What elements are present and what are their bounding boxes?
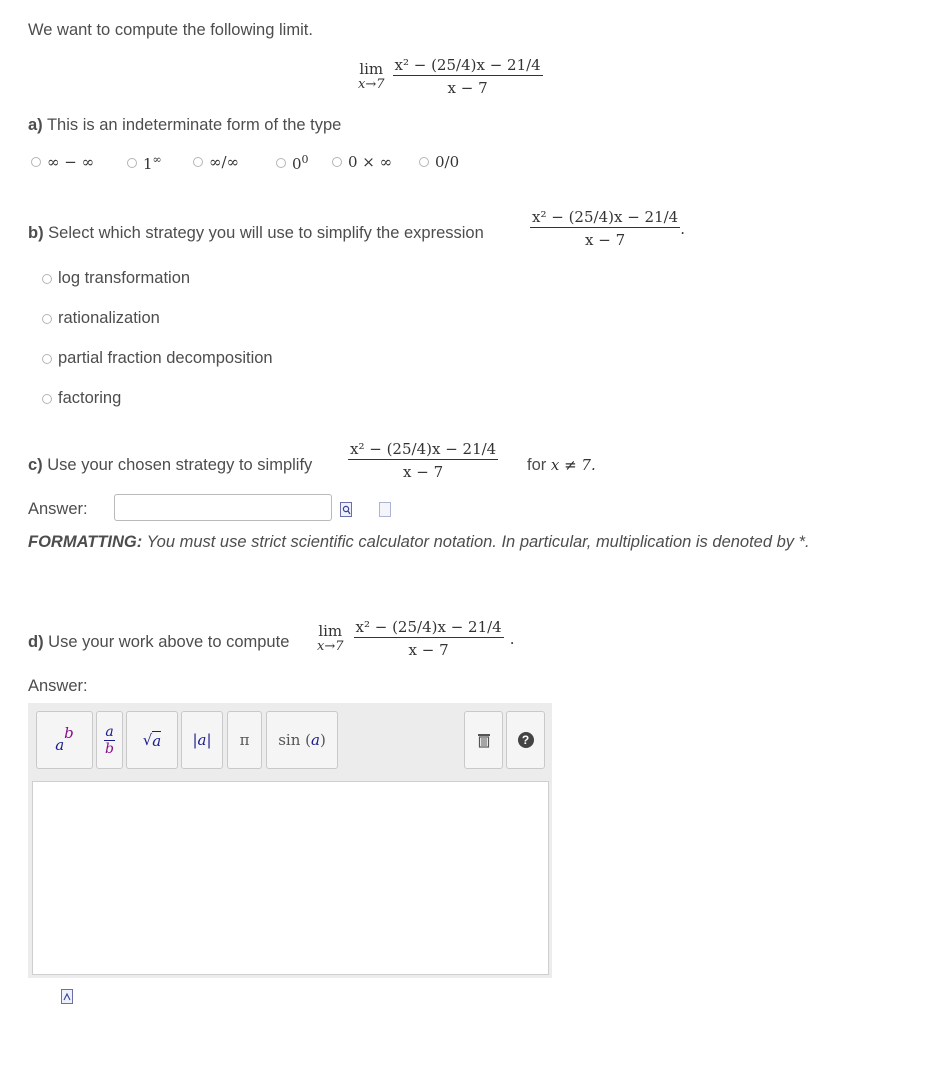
strategy-option-factoring[interactable]: factoring [42, 389, 121, 408]
part-c-prompt: c) Use your chosen strategy to simplify [28, 456, 313, 474]
radio-button[interactable] [42, 274, 52, 284]
sin-button[interactable]: sin ( a ) [266, 711, 338, 769]
limit-fraction [393, 56, 543, 97]
fraction-button[interactable]: a b [96, 711, 123, 769]
sqrt-button[interactable]: √ a [126, 711, 178, 769]
part-c-answer-label: Answer: [28, 500, 88, 518]
part-d-expression: lim x→7 $\frac{\text{x² − (25/4)x − 21/4}}{x - 7}$ . [317, 618, 515, 659]
part-a-prompt: a) This is an indeterminate form of the type [28, 116, 342, 134]
radio-button[interactable] [42, 394, 52, 404]
trash-icon [477, 732, 491, 748]
fraction-denominator: x − 7 [447, 79, 488, 97]
formatting-note: FORMATTING: You must use strict scientific calculator notation. In particular, multiplication is denoted by *. [28, 533, 810, 551]
abs-button[interactable]: |a| [181, 711, 223, 769]
preview-icon[interactable] [340, 502, 352, 517]
part-a-option-inf-minus-inf[interactable]: ∞ − ∞ [31, 153, 94, 171]
intro-text: We want to compute the following limit. [28, 21, 313, 39]
radio-button[interactable] [276, 158, 286, 168]
part-b-expression: $\frac{\text{x² − (25/4)x − 21/4}}{x - 7}$ . [532, 208, 685, 249]
fraction-numerator: x² − (25/4)x − 21/4 [394, 56, 541, 74]
part-b-prompt: b) Select which strategy you will use to simplify the expression [28, 224, 484, 242]
limit-operator: lim x→7 [358, 59, 385, 92]
math-editor [28, 703, 552, 978]
strategy-option-partial-fraction[interactable]: partial fraction decomposition [42, 349, 273, 368]
radio-button[interactable] [193, 157, 203, 167]
strategy-option-log-transformation[interactable]: log transformation [42, 269, 190, 288]
radio-button[interactable] [332, 157, 342, 167]
help-icon: ? [518, 732, 534, 748]
part-c-condition: for x ≠ 7. [527, 456, 596, 474]
part-c-expression: $\frac{\text{x² − (25/4)x − 21/4}}{x - 7}$ [350, 440, 497, 481]
radio-button[interactable] [42, 354, 52, 364]
radio-button[interactable] [419, 157, 429, 167]
part-d-answer-label: Answer: [28, 677, 88, 695]
help-button[interactable] [506, 711, 545, 769]
radio-button[interactable] [42, 314, 52, 324]
part-a-option-zero-over-zero[interactable]: 0/0 [419, 153, 459, 171]
part-a-option-inf-over-inf[interactable]: ∞/∞ [193, 153, 239, 171]
strategy-option-rationalization[interactable]: rationalization [42, 309, 160, 328]
part-a-option-zero-times-inf[interactable]: 0 × ∞ [332, 153, 392, 171]
part-a-option-zero-to-zero[interactable]: $0^0$ [276, 153, 309, 173]
preview-icon[interactable] [61, 989, 73, 1004]
main-limit-expression [358, 56, 543, 97]
part-c-answer-input[interactable] [114, 494, 332, 521]
radio-button[interactable] [127, 158, 137, 168]
trash-button[interactable] [464, 711, 503, 769]
power-button[interactable]: a b [36, 711, 93, 769]
radio-button[interactable] [31, 157, 41, 167]
part-d-prompt: d) Use your work above to compute [28, 633, 290, 651]
syntax-help-icon[interactable] [379, 502, 391, 517]
math-editor-input-area[interactable] [32, 781, 549, 975]
part-a-option-one-to-inf[interactable]: 1∞ [127, 153, 162, 173]
pi-button[interactable]: π [227, 711, 262, 769]
